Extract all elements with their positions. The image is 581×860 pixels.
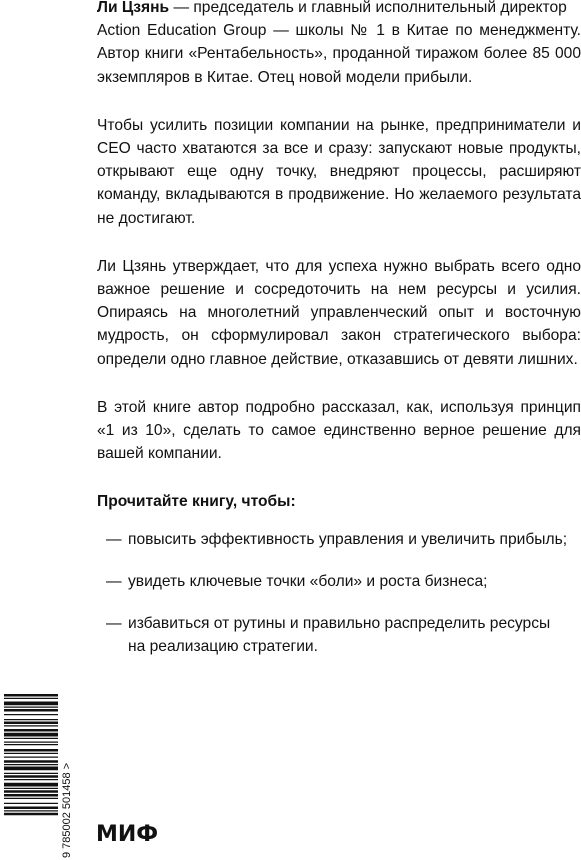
barcode-graphic <box>4 690 76 860</box>
barcode-bar <box>4 738 58 739</box>
publisher-logo <box>96 822 158 847</box>
barcode-bar <box>4 767 58 771</box>
barcode-bar <box>4 694 58 697</box>
barcode-bar <box>4 729 58 732</box>
barcode-bar <box>4 707 58 708</box>
list-item <box>97 528 581 551</box>
list-heading: Прочитайте книгу, чтобы: <box>97 493 296 511</box>
barcode-bar <box>4 790 58 793</box>
barcode-bar <box>4 709 58 712</box>
dash: — <box>106 572 122 590</box>
barcode-bar <box>4 803 58 804</box>
barcode-bar <box>4 733 58 737</box>
author-bio-text: — председатель и главный исполнительный директор Action Education Group — школы № 1 в Китае по менеджменту. Автор книги «Рентабельность», проданной тиражом более 85 000 экземпляров в Китае. Отец новой модели прибыли. <box>97 0 581 86</box>
barcode-bar <box>4 757 58 758</box>
barcode-bar <box>4 722 58 725</box>
list-item-text: увидеть ключевые точки «боли» и роста бизнеса; <box>128 572 488 590</box>
list-item <box>97 570 581 593</box>
dash: — <box>106 530 122 548</box>
author-bio <box>97 0 581 89</box>
paragraph-book: В этой книге автор подробно рассказал, как, используя принцип «1 из 10», сделать то самое единственно верное решение для вашей компании. <box>97 398 581 463</box>
barcode-bar <box>4 749 58 752</box>
isbn-barcode <box>4 690 76 860</box>
list-item-text: повысить эффективность управления и увеличить прибыль; <box>128 530 568 548</box>
barcode-bar <box>4 798 58 799</box>
barcode-bar <box>4 702 58 706</box>
barcode-bar <box>4 775 58 778</box>
barcode-bar <box>4 698 58 699</box>
list-item <box>97 612 581 658</box>
barcode-bar <box>4 764 58 765</box>
back-cover-text <box>97 0 581 677</box>
barcode-bar <box>4 783 58 787</box>
barcode-bar <box>4 714 58 715</box>
barcode-digits: 9 785002 501458 > <box>61 762 73 858</box>
barcode-bar <box>4 742 58 743</box>
barcode-bar <box>4 773 58 774</box>
barcode-bar <box>4 794 58 797</box>
paragraph-thesis: Ли Цзянь утверждает, что для успеха нужно выбрать всего одно важное решение и сосредоточить на нем ресурсы и усилия. Опираясь на многолетний управленческий опыт и восточную мудрость, он сформулировал закон стратегического выбора: определи одно главное действие, отказавшись от девяти лишних. <box>97 257 581 368</box>
list-item-text: избавиться от рутины и правильно распределить ресурсы на реализацию стратегии. <box>128 614 551 655</box>
dash: — <box>106 614 122 632</box>
barcode-bar <box>4 810 58 811</box>
barcode-bar <box>4 779 58 780</box>
barcode-bar <box>4 807 58 810</box>
barcode-bar <box>4 813 58 816</box>
barcode-bar <box>4 725 58 726</box>
barcode-bar <box>4 744 58 745</box>
barcode-bar <box>4 719 58 720</box>
barcode-bar <box>4 760 58 763</box>
barcode-bar <box>4 788 58 789</box>
author-name: Ли Цзянь <box>97 0 170 16</box>
benefits-list <box>97 528 581 658</box>
publisher-logo-text: МИФ <box>96 822 159 847</box>
barcode-bar <box>4 753 58 754</box>
paragraph-problem: Чтобы усилить позиции компании на рынке, предприниматели и CEO часто хватаются за все и сразу: запускают новые продукты, открывают еще одну точку, внедряют процессы, расширяют команду, вкладываются в продвижение. Но желаемого результата не достигают. <box>97 116 581 227</box>
